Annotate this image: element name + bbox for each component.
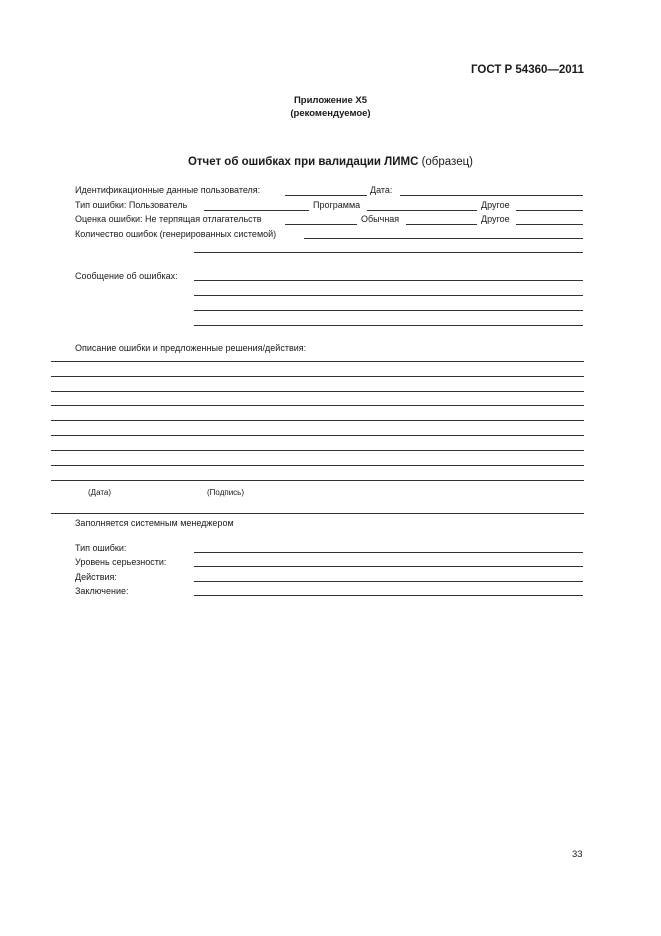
count-field[interactable] [304, 238, 583, 239]
date-field[interactable] [400, 195, 583, 196]
count-field-continued[interactable] [194, 252, 583, 253]
error-type-label: Тип ошибки: Пользователь [75, 200, 188, 210]
user-id-label: Идентификационные данные пользователя: [75, 185, 261, 195]
actions-label: Действия: [75, 572, 117, 582]
description-line[interactable] [51, 420, 584, 421]
description-line[interactable] [51, 480, 584, 481]
other-label-1: Другое [481, 200, 510, 210]
section-divider [51, 513, 584, 514]
program-field[interactable] [367, 210, 477, 211]
description-line[interactable] [51, 361, 584, 362]
normal-label: Обычная [361, 214, 400, 224]
program-label: Программа [313, 200, 361, 210]
conclusion-label: Заключение: [75, 586, 129, 596]
message-line[interactable] [194, 280, 583, 281]
count-label: Количество ошибок (генерированных системой) [75, 229, 277, 239]
conclusion-field[interactable] [194, 595, 583, 596]
user-error-field[interactable] [204, 210, 309, 211]
message-line[interactable] [194, 295, 583, 296]
report-title [0, 156, 661, 168]
user-id-field[interactable] [285, 195, 367, 196]
description-line[interactable] [51, 376, 584, 377]
standard-number: ГОСТ Р 54360—2011 [471, 64, 584, 76]
manager-heading: Заполняется системным менеджером [75, 518, 234, 528]
urgent-field[interactable] [285, 224, 357, 225]
normal-field[interactable] [406, 224, 477, 225]
description-line[interactable] [51, 391, 584, 392]
severity-label: Уровень серьезности: [75, 557, 167, 567]
signature-caption: (Подпись) [207, 488, 244, 497]
other-label-2: Другое [481, 214, 510, 224]
description-line[interactable] [51, 450, 584, 451]
page-number: 33 [572, 849, 583, 860]
other-field-1[interactable] [516, 210, 583, 211]
manager-error-type-field[interactable] [194, 552, 583, 553]
description-line[interactable] [51, 465, 584, 466]
report-title-bold: Отчет об ошибках при валидации ЛИМС [187, 156, 419, 168]
other-field-2[interactable] [516, 224, 583, 225]
appendix-status: (рекомендуемое) [290, 108, 371, 119]
message-line[interactable] [194, 325, 583, 326]
date-label: Дата: [370, 185, 393, 195]
actions-field[interactable] [194, 581, 583, 582]
severity-field[interactable] [194, 566, 583, 567]
manager-error-type-label: Тип ошибки: [75, 543, 127, 553]
description-line[interactable] [51, 405, 584, 406]
report-title-normal: (образец) [418, 156, 474, 168]
appendix-name: Приложение Х5 [293, 95, 368, 106]
message-line[interactable] [194, 310, 583, 311]
description-line[interactable] [51, 435, 584, 436]
rating-label: Оценка ошибки: Не терпящая отлагательств [75, 214, 262, 224]
message-label: Сообщение об ошибках: [75, 271, 178, 281]
description-label: Описание ошибки и предложенные решения/действия: [75, 343, 307, 353]
signature-date-caption: (Дата) [88, 488, 112, 497]
